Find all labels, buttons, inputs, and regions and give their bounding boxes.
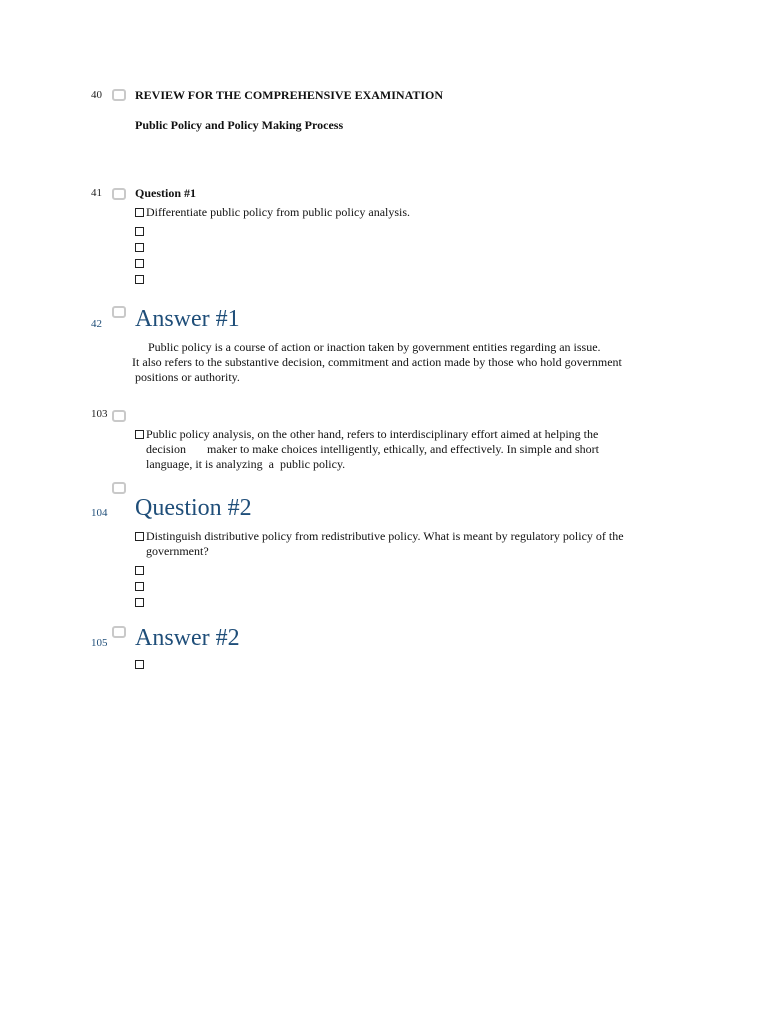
slide-number: 103 — [91, 408, 108, 420]
slide-thumbnail-checkbox[interactable] — [112, 306, 126, 318]
slide-body — [135, 657, 655, 669]
paragraph-line: positions or authority. — [135, 370, 240, 384]
slide-title: Question #1 — [135, 186, 197, 200]
slide-title: Question #2 — [135, 495, 252, 521]
list-item — [135, 256, 655, 268]
slide-number: 105 — [91, 637, 108, 649]
bullet-box-icon — [135, 660, 144, 669]
list-item — [135, 272, 655, 284]
slide-body — [132, 340, 655, 385]
list-item — [135, 240, 655, 252]
bullet-box-icon — [135, 430, 144, 439]
list-item: Public policy analysis, on the other hand, refers to interdisciplinary effort aimed at helping the — [135, 427, 655, 442]
slide-body — [135, 529, 655, 607]
paragraph-line: It also refers to the substantive decision, commitment and action made by those who hold government — [132, 355, 622, 369]
paragraph-line: government? — [146, 544, 209, 558]
slide-number: 42 — [91, 318, 102, 330]
bullet-box-icon — [135, 259, 144, 268]
slide-number: 40 — [91, 89, 102, 101]
slide-body — [135, 427, 655, 472]
list-item — [135, 563, 655, 575]
list-item — [135, 657, 655, 669]
slide-thumbnail-checkbox[interactable] — [112, 626, 126, 638]
list-item: Differentiate public policy from public policy analysis. — [135, 205, 655, 220]
list-item: Distinguish distributive policy from redistributive policy. What is meant by regulatory policy of the — [135, 529, 655, 544]
bullet-box-icon — [135, 566, 144, 575]
slide-number: 41 — [91, 187, 102, 199]
paragraph-line: language, it is analyzing a public policy. — [146, 457, 346, 471]
list-item — [135, 579, 655, 591]
paragraph-line: Public policy is a course of action or inaction taken by government entities regarding an issue. — [148, 340, 601, 354]
bullet-box-icon — [135, 582, 144, 591]
bullet-box-icon — [135, 208, 144, 217]
slide-thumbnail-checkbox[interactable] — [112, 482, 126, 494]
list-item — [135, 224, 655, 236]
bullet-box-icon — [135, 532, 144, 541]
slide-thumbnail-checkbox[interactable] — [112, 410, 126, 422]
slide-title: REVIEW FOR THE COMPREHENSIVE EXAMINATION — [135, 88, 444, 102]
slide-thumbnail-checkbox[interactable] — [112, 188, 126, 200]
slide-subtitle: Public Policy and Policy Making Process — [135, 118, 344, 132]
bullet-box-icon — [135, 243, 144, 252]
bullet-box-icon — [135, 598, 144, 607]
slide-number: 104 — [91, 507, 108, 519]
slide-title: Answer #1 — [135, 306, 240, 332]
slide-thumbnail-checkbox[interactable] — [112, 89, 126, 101]
slide-title: Answer #2 — [135, 625, 240, 651]
paragraph-line: decision maker to make choices intelligently, ethically, and effectively. In simple and short — [146, 442, 599, 456]
slide-content — [135, 186, 655, 284]
list-item — [135, 595, 655, 607]
bullet-box-icon — [135, 275, 144, 284]
bullet-box-icon — [135, 227, 144, 236]
